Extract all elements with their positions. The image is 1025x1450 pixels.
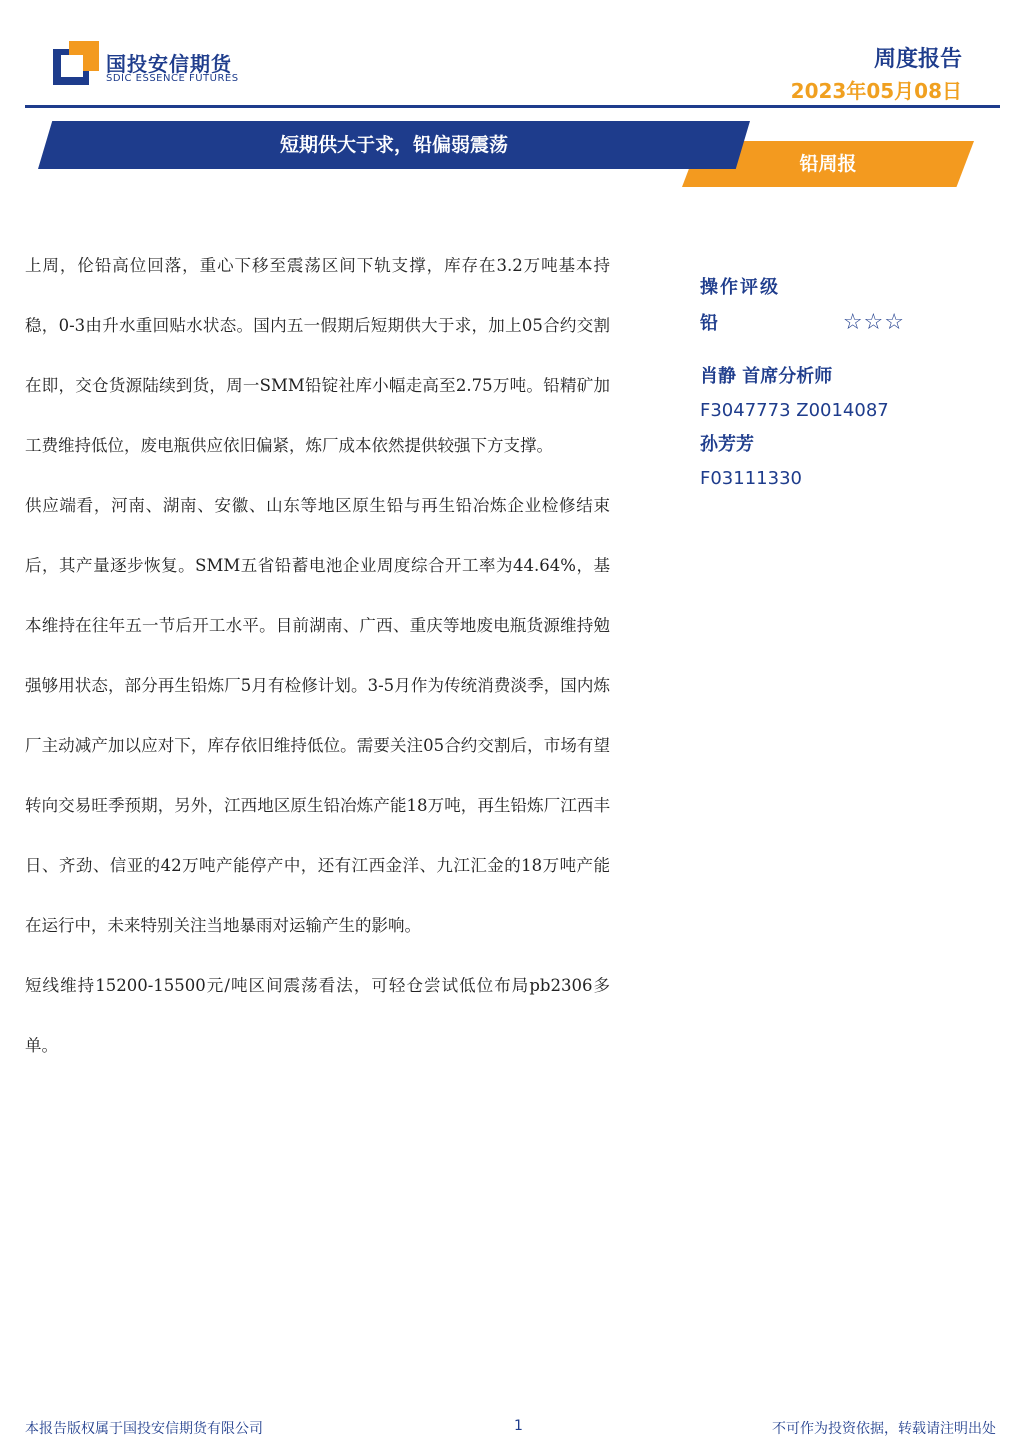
rating-stars-icon: ☆☆☆ (842, 309, 905, 335)
report-body (25, 236, 610, 1076)
footer-disclaimer: 不可作为投资依据，转载请注明出处 (772, 1421, 996, 1437)
company-logo-icon (53, 41, 99, 87)
banner-title: 短期供大于求，铅偏弱震荡 (279, 134, 508, 156)
sidebar (700, 272, 940, 496)
brand-name-en: SDIC ESSENCE FUTURES (106, 73, 239, 84)
body-paragraph: 上周，伦铅高位回落，重心下移至震荡区间下轨支撑，库存在3.2万吨基本持稳，0-3由升水重回贴水状态。国内五一假期后短期供大于求，加上05合约交割在即，交仓货源陆续到货，周一SMM铅锭社库小幅走高至2.75万吨。铅精矿加工费维持低位，废电瓶供应依旧偏紧，炼厂成本依然提供较强下方支撑。 (25, 256, 610, 455)
banner-tag: 铅周报 (799, 153, 857, 175)
report-date: 2023年05月08日 (790, 79, 962, 103)
brand-name-cn: 国投安信期货 (106, 52, 232, 76)
header-divider (25, 105, 1000, 108)
body-paragraph: 短线维持15200-15500元/吨区间震荡看法，可轻仓尝试低位布局pb2306多单。 (25, 976, 610, 1055)
analyst-name-1: 肖静 首席分析师 (700, 366, 833, 387)
footer-copyright: 本报告版权属于国投安信期货有限公司 (25, 1421, 263, 1437)
body-paragraph: 供应端看，河南、湖南、安徽、山东等地区原生铅与再生铅冶炼企业检修结束后，其产量逐步恢复。SMM五省铅蓄电池企业周度综合开工率为44.64%，基本维持在往年五一节后开工水平。目前湖南、广西、重庆等地废电瓶货源维持勉强够用状态，部分再生铅炼厂5月有检修计划。3-5月作为传统消费淡季，国内炼厂主动减产加以应对下，库存依旧维持低位。需要关注05合约交割后，市场有望转向交易旺季预期，另外，江西地区原生铅冶炼产能18万吨，再生铅炼厂江西丰日、齐劲、信亚的42万吨产能停产中，还有江西金洋、九江汇金的18万吨产能在运行中，未来特别关注当地暴雨对运输产生的影响。 (25, 496, 610, 935)
rating-row (700, 304, 905, 340)
analyst-cert-2: F03111330 (700, 468, 802, 489)
analyst-cert-1: F3047773 Z0014087 (700, 400, 889, 421)
analyst-name-2: 孙芳芳 (700, 434, 754, 455)
page-number: 1 (514, 1418, 523, 1434)
rating-commodity: 铅 (700, 313, 718, 334)
report-type: 周度报告 (873, 47, 962, 72)
rating-heading: 操作评级 (700, 277, 780, 298)
